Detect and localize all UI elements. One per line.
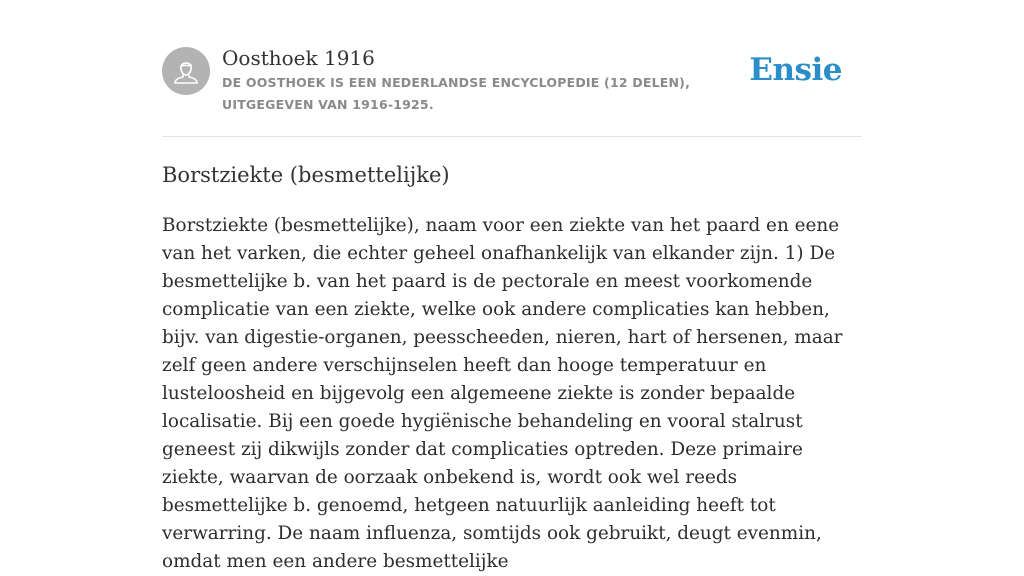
user-icon xyxy=(162,47,210,95)
ensie-logo[interactable]: Ensie xyxy=(749,52,842,88)
source-description: DE OOSTHOEK IS EEN NEDERLANDSE ENCYCLOPEDIE (12 DELEN), UITGEGEVEN VAN 1916-1925. xyxy=(222,75,691,112)
article-title: Borstziekte (besmettelijke) xyxy=(162,163,450,187)
article-body: Borstziekte (besmettelijke), naam voor een ziekte van het paard en eene van het varken, die echter geheel onafhankelijk van elkander zijn. 1) De besmettelijke b. van het paard is de pectorale en meest voorkomende complicatie van een ziekte, welke ook andere complicaties kan hebben, bijv. van digestie-organen, peesscheeden, nieren, hart of hersenen, maar zelf geen andere verschijnselen heeft dan hooge temperatuur en lusteloosheid en bijgevolg een algemeene ziekte is zonder bepaalde localisatie. Bij een goede hygiënische behandeling en vooral stalrust geneest zij dikwijls zonder dat complicaties optreden. Deze primaire ziekte, waarvan de oorzaak onbekend is, wordt ook wel reeds besmettelijke b. genoemd, hetgeen natuurlijk aanleiding heeft tot verwarring. De naam influenza, somtijds ook gebruikt, deugt evenmin, omdat men een andere besmettelijke xyxy=(162,215,843,572)
source-avatar[interactable] xyxy=(162,47,210,95)
source-title-link[interactable]: Oosthoek 1916 xyxy=(222,46,375,70)
source-header xyxy=(162,44,862,137)
